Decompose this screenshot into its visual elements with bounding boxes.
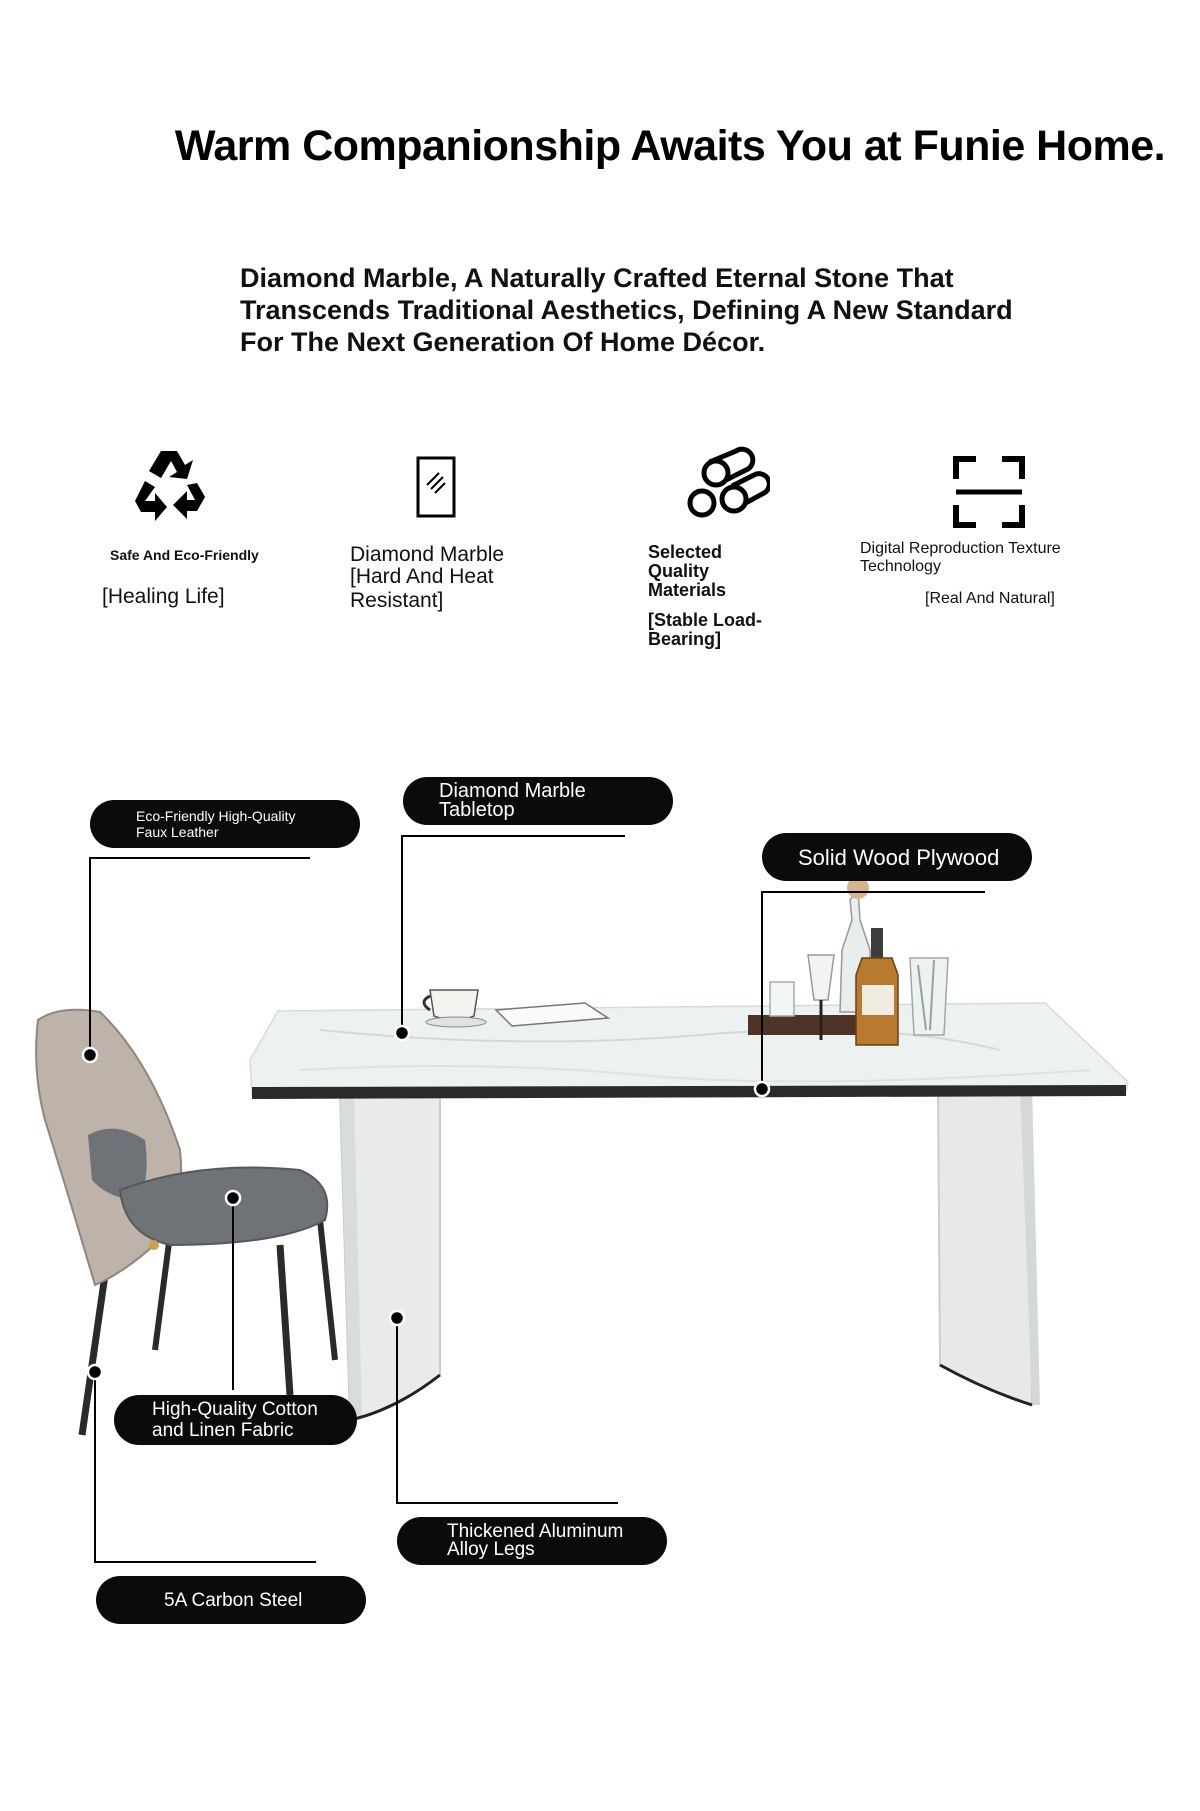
callout-tabletop-label: Diamond Marble Tabletop bbox=[439, 780, 586, 821]
callout-tabletop bbox=[403, 777, 673, 825]
callout-plywood-label: Solid Wood Plywood bbox=[798, 844, 1000, 870]
fabric-marker bbox=[226, 1191, 240, 1205]
table-leg-right bbox=[938, 1085, 1040, 1405]
feature-texture-subtitle: [Real And Natural] bbox=[925, 590, 1055, 607]
steel-marker bbox=[88, 1365, 102, 1379]
feature-eco-subtitle: [Healing Life] bbox=[102, 585, 225, 608]
feature-marble-title: Diamond Marble bbox=[350, 543, 505, 566]
callout-fabric bbox=[114, 1395, 357, 1445]
feature-texture-title: Digital Reproduction Texture Technology bbox=[860, 540, 1061, 575]
tabletop-marker bbox=[395, 1026, 409, 1040]
page-title: Warm Companionship Awaits You at Funie Home. bbox=[174, 122, 1166, 170]
leather-marker bbox=[83, 1048, 97, 1062]
callout-legs-label: Thickened Aluminum Alloy Legs bbox=[447, 1521, 624, 1560]
feature-materials-subtitle: [Stable Load-Bearing] bbox=[648, 610, 763, 649]
feature-eco-title: Safe And Eco-Friendly bbox=[110, 547, 259, 563]
plywood-marker bbox=[755, 1082, 769, 1096]
callout-plywood bbox=[762, 833, 1032, 881]
callout-legs bbox=[397, 1517, 667, 1565]
marble-tabletop bbox=[250, 1003, 1128, 1099]
callout-leather bbox=[90, 800, 360, 848]
callout-leather-label: Eco-Friendly High-Quality Faux Leather bbox=[136, 808, 296, 840]
feature-marble-subtitle: [Hard And Heat Resistant] bbox=[350, 565, 494, 612]
legs-marker bbox=[390, 1311, 404, 1325]
page-subtitle: Diamond Marble, A Naturally Crafted Eternal Stone That Transcends Traditional Aesthetics, Defining A New Standard For The Next Generation Of Home Décor. bbox=[240, 263, 1013, 357]
table-leg-left bbox=[340, 1095, 440, 1420]
callout-fabric-label: High-Quality Cotton and Linen Fabric bbox=[152, 1399, 318, 1441]
feature-materials-title: Selected Quality Materials bbox=[648, 542, 727, 600]
callout-steel bbox=[96, 1576, 366, 1624]
callout-steel-label: 5A Carbon Steel bbox=[164, 1589, 303, 1611]
